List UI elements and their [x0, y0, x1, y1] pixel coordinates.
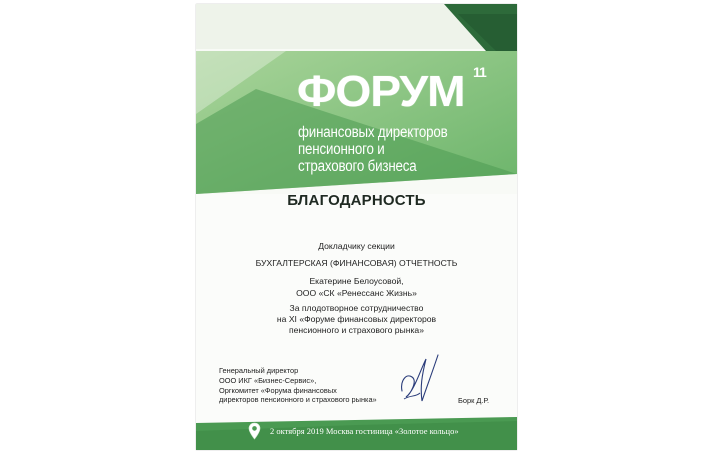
signatory-block	[219, 366, 377, 405]
recipient-section: БУХГАЛТЕРСКАЯ (ФИНАНСОВАЯ) ОТЧЕТНОСТЬ	[255, 258, 458, 268]
location-pin-icon	[248, 422, 261, 440]
handwritten-signature	[396, 351, 440, 411]
forum-subtitle	[298, 124, 470, 175]
signatory-line: Генеральный директор	[219, 366, 299, 375]
forum-subtitle-line: страхового бизнеса	[298, 158, 417, 175]
reason-line: пенсионного и страхового рынка»	[289, 325, 424, 335]
signatory-line: ООО ИКГ «Бизнес-Сервис»,	[219, 375, 317, 385]
event-date-location: 2 октября 2019 Москва гостиница «Золотое кольцо»	[270, 426, 459, 436]
reason-line: За плодотворное сотрудничество	[289, 303, 424, 313]
signatory-line: директоров пенсионного и страхового рынка»	[219, 395, 377, 405]
recipient-role: Докладчику секции	[318, 241, 395, 251]
forum-subtitle-line: финансовых директоров	[298, 124, 448, 141]
signatory-name: Борк Д.Р.	[458, 396, 490, 405]
certificate	[196, 4, 517, 450]
edition-number: 11	[473, 64, 486, 80]
forum-title: ФОРУМ	[297, 67, 465, 116]
recipient-company: ООО «СК «Ренессанс Жизнь»	[296, 288, 417, 298]
signatory-line: Оргкомитет «Форума финансовых	[219, 385, 337, 395]
reason-line: на XI «Форуме финансовых директоров	[276, 314, 437, 324]
document-title: БЛАГОДАРНОСТЬ	[287, 192, 426, 209]
forum-subtitle-line: пенсионного и	[298, 141, 385, 158]
recipient-name: Екатерине Белоусовой,	[309, 276, 404, 286]
